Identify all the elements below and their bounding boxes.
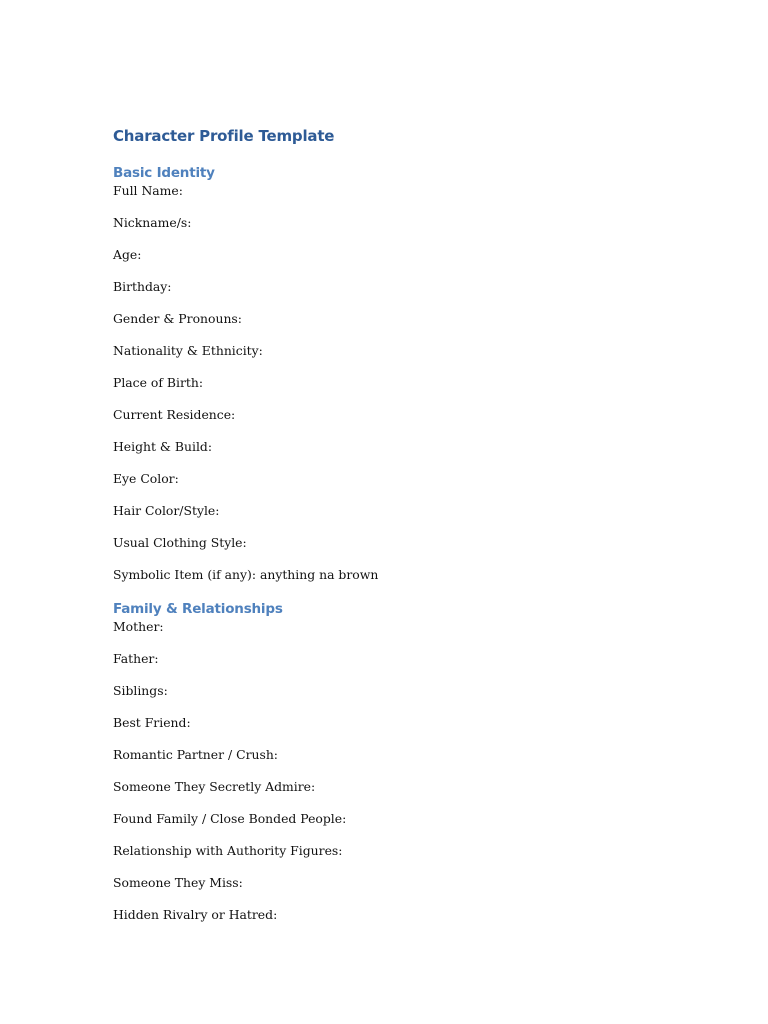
field-clothing-style: Usual Clothing Style: bbox=[113, 535, 247, 550]
field-nicknames: Nickname/s: bbox=[113, 215, 192, 230]
section-heading: Family & Relationships bbox=[113, 601, 283, 617]
section-family-relationships bbox=[113, 597, 713, 924]
field-symbolic-item: Symbolic Item (if any): anything na brown bbox=[113, 567, 379, 582]
field-romantic-partner: Romantic Partner / Crush: bbox=[113, 747, 278, 762]
field-nationality-ethnicity: Nationality & Ethnicity: bbox=[113, 343, 263, 358]
field-mother: Mother: bbox=[113, 619, 164, 634]
field-height-build: Height & Build: bbox=[113, 439, 213, 454]
field-full-name: Full Name: bbox=[113, 183, 183, 198]
document-page bbox=[113, 124, 713, 924]
field-eye-color: Eye Color: bbox=[113, 471, 179, 486]
field-age: Age: bbox=[113, 247, 142, 262]
field-hidden-rivalry: Hidden Rivalry or Hatred: bbox=[113, 907, 278, 922]
title-spacer bbox=[113, 151, 713, 161]
field-father: Father: bbox=[113, 651, 159, 666]
field-best-friend: Best Friend: bbox=[113, 715, 191, 730]
field-hair-color-style: Hair Color/Style: bbox=[113, 503, 220, 518]
document-title: Character Profile Template bbox=[113, 127, 335, 145]
section-basic-identity bbox=[113, 161, 713, 584]
field-someone-they-miss: Someone They Miss: bbox=[113, 875, 243, 890]
field-authority-figures: Relationship with Authority Figures: bbox=[113, 843, 343, 858]
field-birthday: Birthday: bbox=[113, 279, 172, 294]
field-found-family: Found Family / Close Bonded People: bbox=[113, 811, 347, 826]
field-siblings: Siblings: bbox=[113, 683, 168, 698]
field-secret-admire: Someone They Secretly Admire: bbox=[113, 779, 316, 794]
section-heading: Basic Identity bbox=[113, 165, 215, 181]
field-place-of-birth: Place of Birth: bbox=[113, 375, 204, 390]
field-current-residence: Current Residence: bbox=[113, 407, 236, 422]
section-spacer bbox=[113, 584, 713, 597]
field-gender-pronouns: Gender & Pronouns: bbox=[113, 311, 242, 326]
